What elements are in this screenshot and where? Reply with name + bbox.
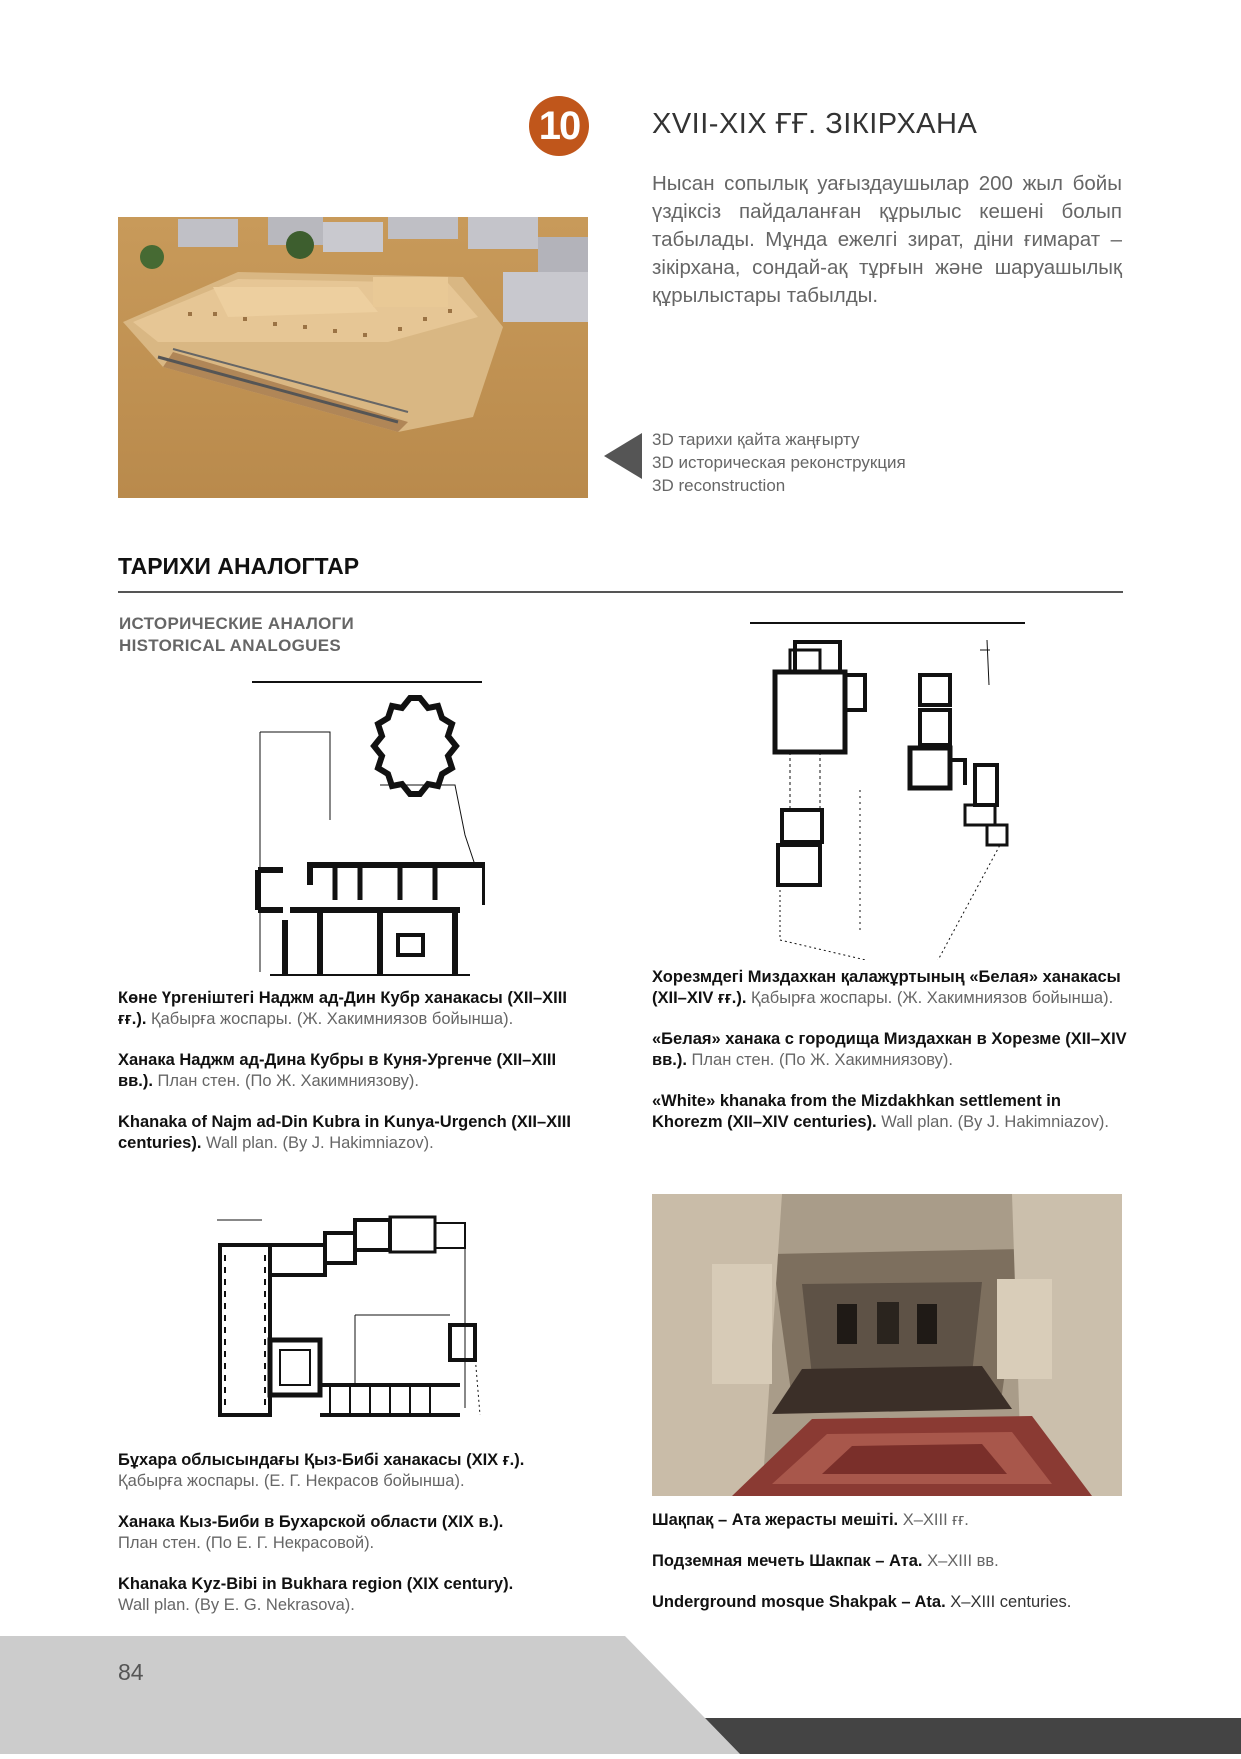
kyzbibi-en-title: Khanaka Kyz-Bibi in Bukhara region (XIX century).: [118, 1575, 514, 1593]
caption-kyz-bibi: [118, 1450, 588, 1636]
kyzbibi-kz-text: Қабырға жоспары. (Е. Г. Некрасов бойынша).: [118, 1472, 465, 1490]
najm-kz-title: Көне Үргеніштегі Наджм ад-Дин Кубр ханакасы (XII–XIII ғғ.).: [118, 989, 567, 1028]
kyzbibi-kz-title: Бұхара облысындағы Қыз-Бибі ханакасы (XIX ғ.).: [118, 1451, 525, 1469]
caption-kz: 3D тарихи қайта жаңғырту: [652, 430, 860, 449]
subheading-ru: ИСТОРИЧЕСКИЕ АНАЛОГИ: [119, 614, 355, 633]
najm-en-title: Khanaka of Najm ad-Din Kubra in Kunya-Urgench (XII–XIII centuries).: [118, 1113, 571, 1152]
shakpak-ata-photo: [652, 1194, 1122, 1496]
caption-najm-kubra: [118, 988, 588, 1174]
page-footer: [0, 1636, 1241, 1754]
white-kz-title: Хорезмдегі Миздахкан қалажұртының «Белая» ханакасы (XII–XIV ғғ.).: [652, 968, 1121, 1007]
caption-white-khanaka: [652, 967, 1127, 1153]
najm-ru-text: План стен. (По Ж. Хакимниязову).: [152, 1072, 420, 1090]
subheading-en: HISTORICAL ANALOGUES: [119, 636, 341, 655]
reconstruction-caption: [652, 428, 906, 497]
caption-en: 3D reconstruction: [652, 476, 786, 495]
section-subheading: [119, 613, 354, 657]
kyzbibi-ru-text: План стен. (По Е. Г. Некрасовой).: [118, 1534, 375, 1552]
plan-kyz-bibi-image: [215, 1215, 485, 1420]
shakpak-en-title: Underground mosque Shakpak – Ata.: [652, 1593, 946, 1611]
kyzbibi-en-text: Wall plan. (By E. G. Nekrasova).: [118, 1596, 355, 1614]
plan-white-khanaka-image: [750, 620, 1030, 960]
shakpak-ru-title: Подземная мечеть Шакпак – Ата.: [652, 1552, 923, 1570]
najm-en-text: Wall plan. (By J. Hakimniazov).: [201, 1134, 434, 1152]
section-number-badge: 10: [529, 96, 589, 156]
white-ru-title: «Белая» ханака с городища Миздахкан в Хорезме (XII–XIV вв.).: [652, 1030, 1127, 1069]
caption-pointer-icon: [604, 433, 642, 479]
shakpak-kz-text: X–XIII ғғ.: [898, 1511, 969, 1529]
white-en-title: «White» khanaka from the Mizdakhkan settlement in Khorezm (XII–XIV centuries).: [652, 1092, 1061, 1131]
white-en-text: Wall plan. (By J. Hakimniazov).: [876, 1113, 1109, 1131]
shakpak-en-text: X–XIII centuries.: [945, 1593, 1072, 1611]
shakpak-ru-text: X–XIII вв.: [922, 1552, 999, 1570]
page-title: XVII-XIX ҒҒ. ЗІКІРХАНА: [652, 108, 978, 140]
najm-ru-title: Ханака Наджм ад-Дина Кубры в Куня-Ургенче (XII–XIII вв.).: [118, 1051, 557, 1090]
najm-kz-text: Қабырға жоспары. (Ж. Хакимниязов бойынша).: [146, 1010, 514, 1028]
page-number: 84: [118, 1659, 144, 1685]
white-kz-text: Қабырға жоспары. (Ж. Хакимниязов бойынша).: [746, 989, 1114, 1007]
kyzbibi-ru-title: Ханака Кыз-Биби в Бухарской области (XIX в.).: [118, 1513, 504, 1531]
section-heading: ТАРИХИ АНАЛОГТАР: [118, 553, 360, 579]
plan-najm-kubra-image: [250, 680, 485, 980]
caption-ru: 3D историческая реконструкция: [652, 453, 906, 472]
caption-shakpak-ata: [652, 1510, 1127, 1633]
section-divider: [118, 591, 1123, 593]
shakpak-kz-title: Шақпақ – Ата жерасты мешіті.: [652, 1511, 899, 1529]
white-ru-text: План стен. (По Ж. Хакимниязову).: [686, 1051, 954, 1069]
intro-paragraph: Нысан сопылық уағыздаушылар 200 жыл бойы үздіксіз пайдаланған құрылыс кешені болып табылады. Мұнда ежелгі зират, діни ғимарат – зікірхана, сондай-ақ тұрғын және шаруашылық құрылыстары табылды.: [652, 172, 1122, 307]
reconstruction-3d-image: [118, 217, 588, 498]
